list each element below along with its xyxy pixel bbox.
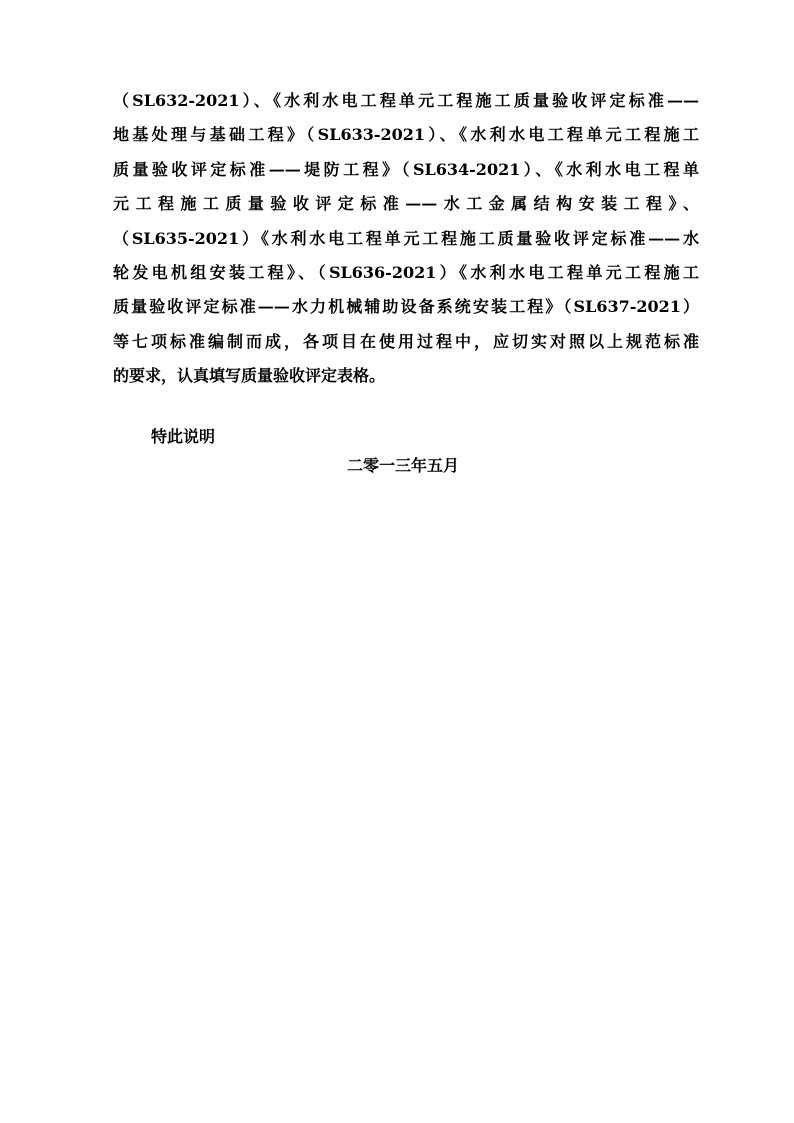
paragraph-line: 地基处理与基础工程》（SL633-2021）、《水利水电工程单元工程施工 bbox=[113, 125, 699, 145]
paragraph-line: 质量验收评定标准——水力机械辅助设备系统安装工程》（SL637-2021） bbox=[113, 297, 699, 317]
closing-note: 特此说明 bbox=[151, 427, 216, 446]
paragraph-line: （SL632-2021）、《水利水电工程单元工程施工质量验收评定标准—— bbox=[113, 91, 699, 110]
paragraph-line: 的要求，认真填写质量验收评定表格。 bbox=[113, 366, 386, 386]
document-date: 二零一三年五月 bbox=[346, 456, 459, 475]
paragraph-line: 等七项标准编制而成，各项目在使用过程中，应切实对照以上规范标准 bbox=[113, 331, 699, 351]
paragraph-line: 质量验收评定标准——堤防工程》（SL634-2021）、《水利水电工程单 bbox=[113, 159, 699, 179]
body-paragraph bbox=[113, 84, 699, 394]
paragraph-line: 轮发电机组安装工程》、（SL636-2021）《水利水电工程单元工程施工 bbox=[113, 262, 699, 282]
paragraph-line: （SL635-2021）《水利水电工程单元工程施工质量验收评定标准——水 bbox=[113, 228, 699, 248]
paragraph-line: 元工程施工质量验收评定标准——水工金属结构安装工程》、 bbox=[113, 194, 699, 214]
